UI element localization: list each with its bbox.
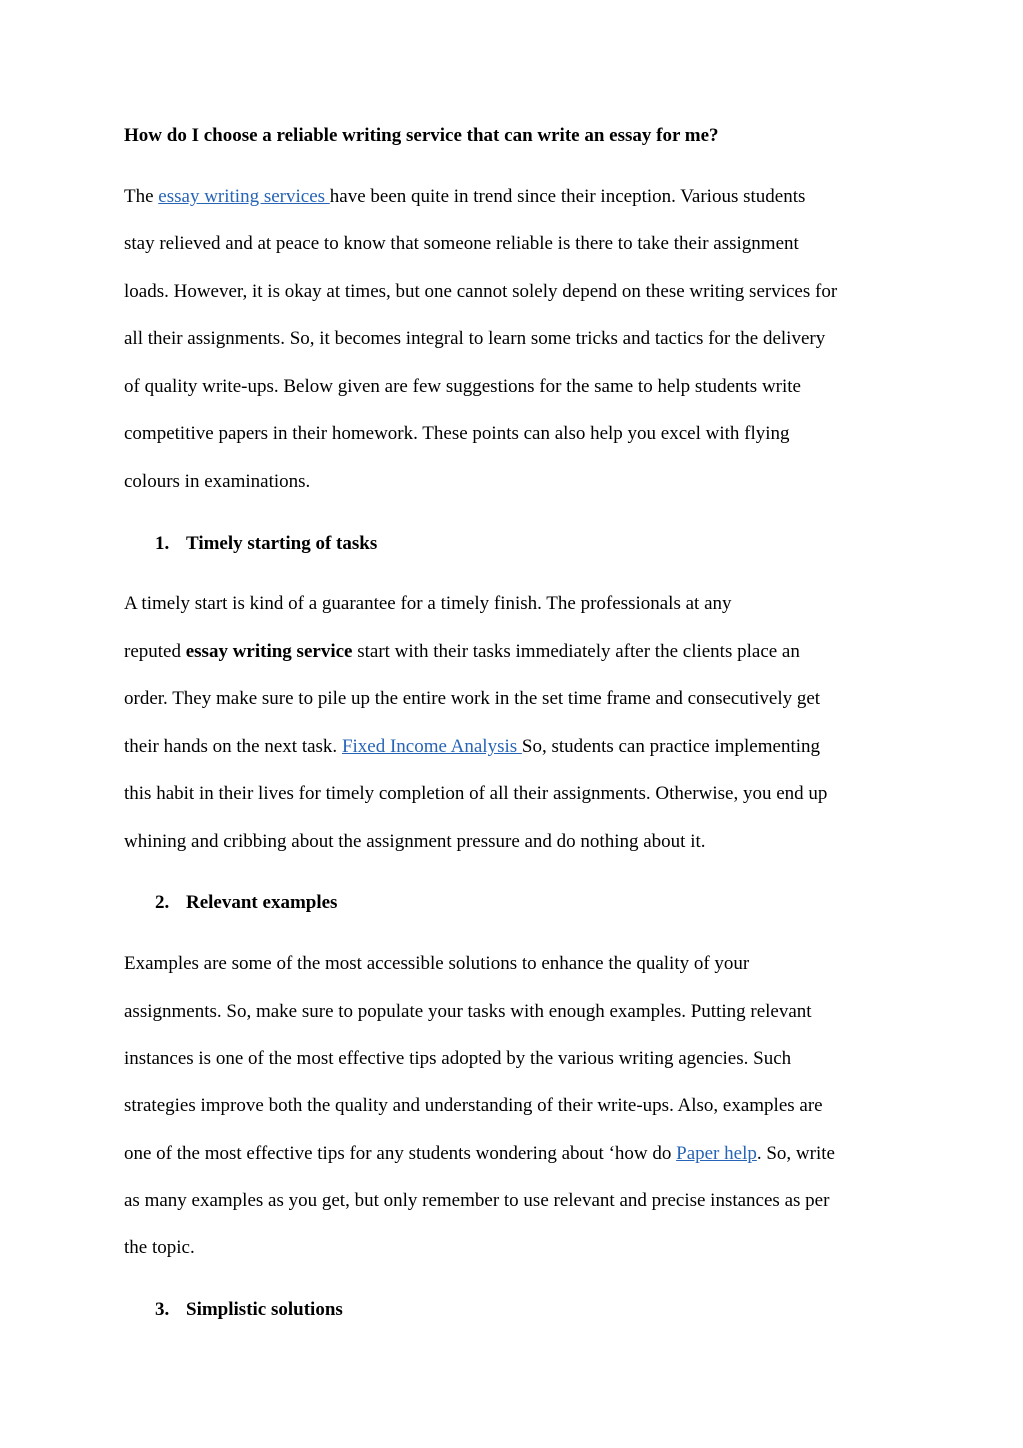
paragraph-line: The essay writing services have been quite in trend since their inception. Various students xyxy=(124,186,806,207)
paragraph-line: of quality write-ups. Below given are few suggestions for the same to help students write xyxy=(124,376,801,397)
paragraph-line: whining and cribbing about the assignment pressure and do nothing about it. xyxy=(124,831,706,852)
section-heading-text: Simplistic solutions xyxy=(186,1299,343,1320)
essay-writing-services-link[interactable]: essay writing services xyxy=(158,186,330,207)
list-number: 2. xyxy=(155,892,170,913)
paragraph-line: strategies improve both the quality and understanding of their write-ups. Also, examples are xyxy=(124,1095,823,1116)
section-heading-3 xyxy=(155,1298,343,1322)
paragraph-line: reputed essay writing service start with their tasks immediately after the clients place an xyxy=(124,641,800,662)
paper-help-link[interactable]: Paper help xyxy=(676,1143,757,1164)
paragraph-line: their hands on the next task. Fixed Income Analysis So, students can practice implementing xyxy=(124,736,821,757)
fixed-income-analysis-link[interactable]: Fixed Income Analysis xyxy=(341,736,522,757)
paragraph-line: colours in examinations. xyxy=(124,471,311,492)
paragraph-line: order. They make sure to pile up the entire work in the set time frame and consecutively get xyxy=(124,688,821,709)
paragraph-line: loads. However, it is okay at times, but one cannot solely depend on these writing services for xyxy=(124,281,838,302)
section-heading-2 xyxy=(155,891,337,915)
paragraph-line: one of the most effective tips for any students wondering about ‘how do Paper help. So, write xyxy=(124,1143,835,1164)
paragraph-line: stay relieved and at peace to know that someone reliable is there to take their assignment xyxy=(124,233,799,254)
paragraph-line: competitive papers in their homework. These points can also help you excel with flying xyxy=(124,423,790,444)
document-title: How do I choose a reliable writing service that can write an essay for me? xyxy=(124,125,719,146)
paragraph-line: assignments. So, make sure to populate your tasks with enough examples. Putting relevant xyxy=(124,1001,812,1022)
section-heading-text: Relevant examples xyxy=(186,892,338,913)
paragraph-line: this habit in their lives for timely completion of all their assignments. Otherwise, you end up xyxy=(124,783,828,804)
paragraph-line: the topic. xyxy=(124,1237,195,1258)
paragraph-line: as many examples as you get, but only remember to use relevant and precise instances as per xyxy=(124,1190,830,1211)
section-heading-1 xyxy=(155,532,377,556)
list-number: 3. xyxy=(155,1299,170,1320)
paragraph-line: A timely start is kind of a guarantee for a timely finish. The professionals at any xyxy=(124,593,732,614)
list-number: 1. xyxy=(155,533,170,554)
section-heading-text: Timely starting of tasks xyxy=(186,533,378,554)
paragraph-line: Examples are some of the most accessible solutions to enhance the quality of your xyxy=(124,953,750,974)
paragraph-line: all their assignments. So, it becomes integral to learn some tricks and tactics for the delivery xyxy=(124,328,826,349)
bold-phrase: essay writing service xyxy=(185,641,353,662)
paragraph-line: instances is one of the most effective tips adopted by the various writing agencies. Such xyxy=(124,1048,792,1069)
